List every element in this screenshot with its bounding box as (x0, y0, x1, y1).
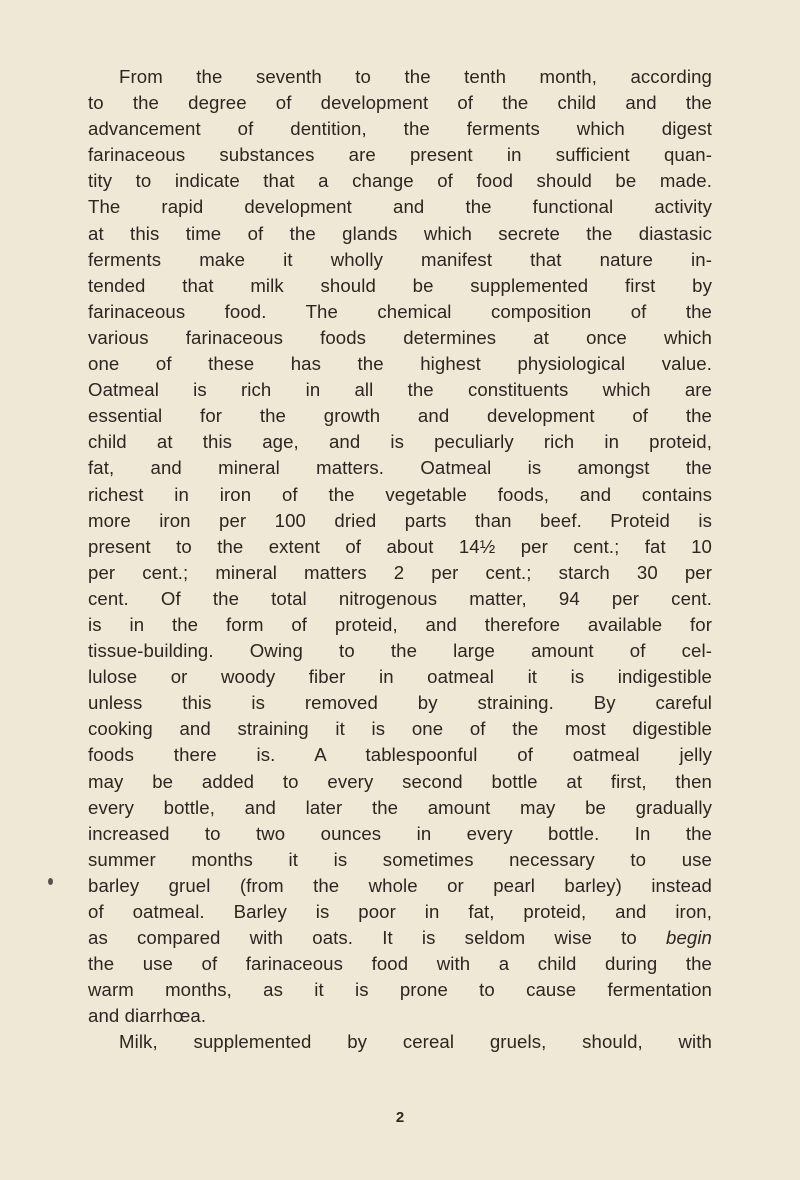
text-line: to the degree of development of the child and the (88, 92, 712, 114)
text-line: more iron per 100 dried parts than beef. Proteid is (88, 509, 712, 531)
text-line: one of these has the highest physiological value. (88, 353, 712, 375)
text-line: warm months, as it is prone to cause fermentation (88, 979, 712, 1001)
text-line: tity to indicate that a change of food should be made. (88, 170, 712, 192)
text-line: cent. Of the total nitrogenous matter, 94 per cent. (88, 587, 712, 609)
text-line: The rapid development and the functional activity (88, 196, 712, 218)
text-line: the use of farinaceous food with a child during the (88, 953, 712, 975)
text-line: summer months it is sometimes necessary to use (88, 848, 712, 870)
text-line: barley gruel (from the whole or pearl barley) instead (88, 874, 712, 896)
text-line: increased to two ounces in every bottle. In the (88, 822, 712, 844)
text-line: fat, and mineral matters. Oatmeal is amongst the (88, 457, 712, 479)
text-line: From the seventh to the tenth month, according (119, 66, 712, 87)
text-line: every bottle, and later the amount may be gradually (88, 796, 712, 818)
text-line: is in the form of proteid, and therefore available for (88, 613, 712, 635)
text-line: and diarrhœa. (88, 1005, 207, 1027)
body-text (88, 64, 712, 1056)
text-line: as compared with oats. It is seldom wise to begin (88, 927, 712, 949)
text-line: child at this age, and is peculiarly rich in proteid, (88, 431, 712, 453)
text-line: cooking and straining it is one of the most digestible (88, 718, 712, 740)
text-line: farinaceous food. The chemical composition of the (88, 300, 712, 322)
page-number: 2 (395, 1109, 405, 1126)
text-line: foods there is. A tablespoonful of oatmeal jelly (88, 744, 712, 766)
text-line: Milk, supplemented by cereal gruels, should, with (119, 1031, 712, 1053)
text-line: of oatmeal. Barley is poor in fat, proteid, and iron, (88, 901, 712, 922)
text-line: tissue-building. Owing to the large amount of cel- (88, 640, 712, 662)
text-line: Oatmeal is rich in all the constituents which are (88, 379, 712, 401)
text-line: richest in iron of the vegetable foods, and contains (88, 483, 712, 505)
text-line: tended that milk should be supplemented first by (88, 274, 712, 296)
text-line: essential for the growth and development of the (88, 405, 712, 427)
ink-speck (48, 878, 53, 885)
text-line: at this time of the glands which secrete the diastasic (88, 222, 712, 244)
text-line: lulose or woody fiber in oatmeal it is indigestible (88, 666, 712, 688)
text-line: per cent.; mineral matters 2 per cent.; starch 30 per (88, 561, 712, 583)
text-line: present to the extent of about 14½ per cent.; fat 10 (88, 535, 712, 557)
text-line: unless this is removed by straining. By careful (88, 692, 712, 714)
italic-word: begin (666, 927, 712, 949)
text-line: farinaceous substances are present in sufficient quan- (88, 144, 712, 166)
text-line: advancement of dentition, the ferments which digest (88, 118, 712, 140)
text-line: may be added to every second bottle at first, then (88, 770, 712, 792)
text-line: ferments make it wholly manifest that nature in- (88, 248, 712, 270)
text-line: various farinaceous foods determines at once which (88, 326, 712, 348)
